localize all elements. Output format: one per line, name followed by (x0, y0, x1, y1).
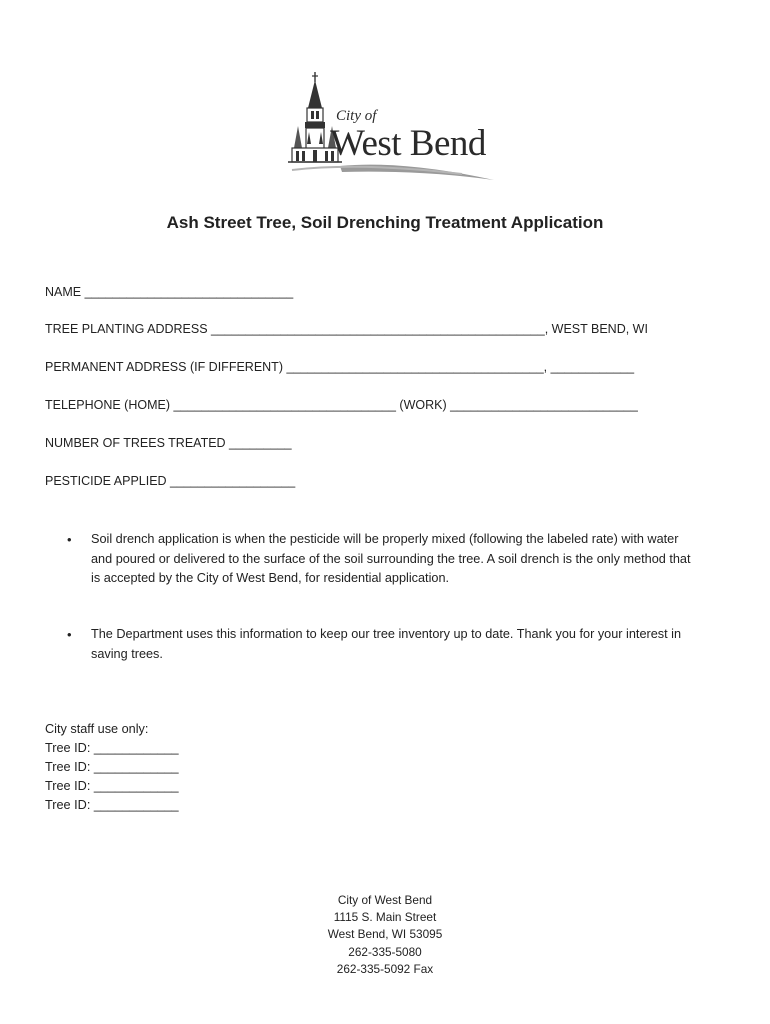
pesticide-applied-field[interactable]: PESTICIDE APPLIED __________________ (45, 474, 296, 488)
tree-planting-address-field[interactable]: TREE PLANTING ADDRESS ________________________________________________, WEST BEND, WI (45, 322, 648, 336)
bullet-icon: • (67, 532, 72, 547)
department-note: The Department uses this information to keep our tree inventory up to date. Thank you for your interest in saving trees. (91, 627, 682, 661)
document-title: Ash Street Tree, Soil Drenching Treatment Application (166, 213, 604, 232)
tree-id-field[interactable]: Tree ID: ____________ (45, 760, 179, 774)
footer-city-state-zip: West Bend, WI 53095 (327, 927, 443, 942)
footer-address (0, 892, 770, 978)
footer-phone: 262-335-5080 (348, 944, 422, 959)
tree-id-field[interactable]: Tree ID: ____________ (45, 798, 179, 812)
soil-drench-note: Soil drench application is when the pesticide will be properly mixed (following the labeled rate) with water and poured or delivered to the surface of the soil surrounding the tree. A soil drench is the only method that is accepted by the City of West Bend, for residential application. (91, 532, 691, 585)
tree-id-field[interactable]: Tree ID: ____________ (45, 779, 179, 793)
footer-street: 1115 S. Main Street (333, 910, 437, 925)
footer-fax: 262-335-5092 Fax (336, 961, 434, 976)
telephone-field[interactable]: TELEPHONE (HOME) ________________________________ (WORK) ___________________________ (45, 398, 638, 412)
name-field[interactable]: NAME ______________________________ (45, 285, 294, 299)
logo-city-of-text: City of (336, 108, 377, 124)
staff-use-heading: City staff use only: (45, 722, 149, 736)
logo-west-bend-text: West Bend (330, 123, 486, 164)
footer-org: City of West Bend (337, 893, 433, 907)
bullet-icon: • (67, 627, 72, 642)
tree-id-field[interactable]: Tree ID: ____________ (45, 741, 179, 755)
city-of-west-bend-logo (282, 70, 498, 188)
number-of-trees-field[interactable]: NUMBER OF TREES TREATED _________ (45, 436, 292, 450)
permanent-address-field[interactable]: PERMANENT ADDRESS (IF DIFFERENT) _____________________________________, ____________ (45, 360, 635, 374)
staff-use-section (45, 720, 179, 815)
